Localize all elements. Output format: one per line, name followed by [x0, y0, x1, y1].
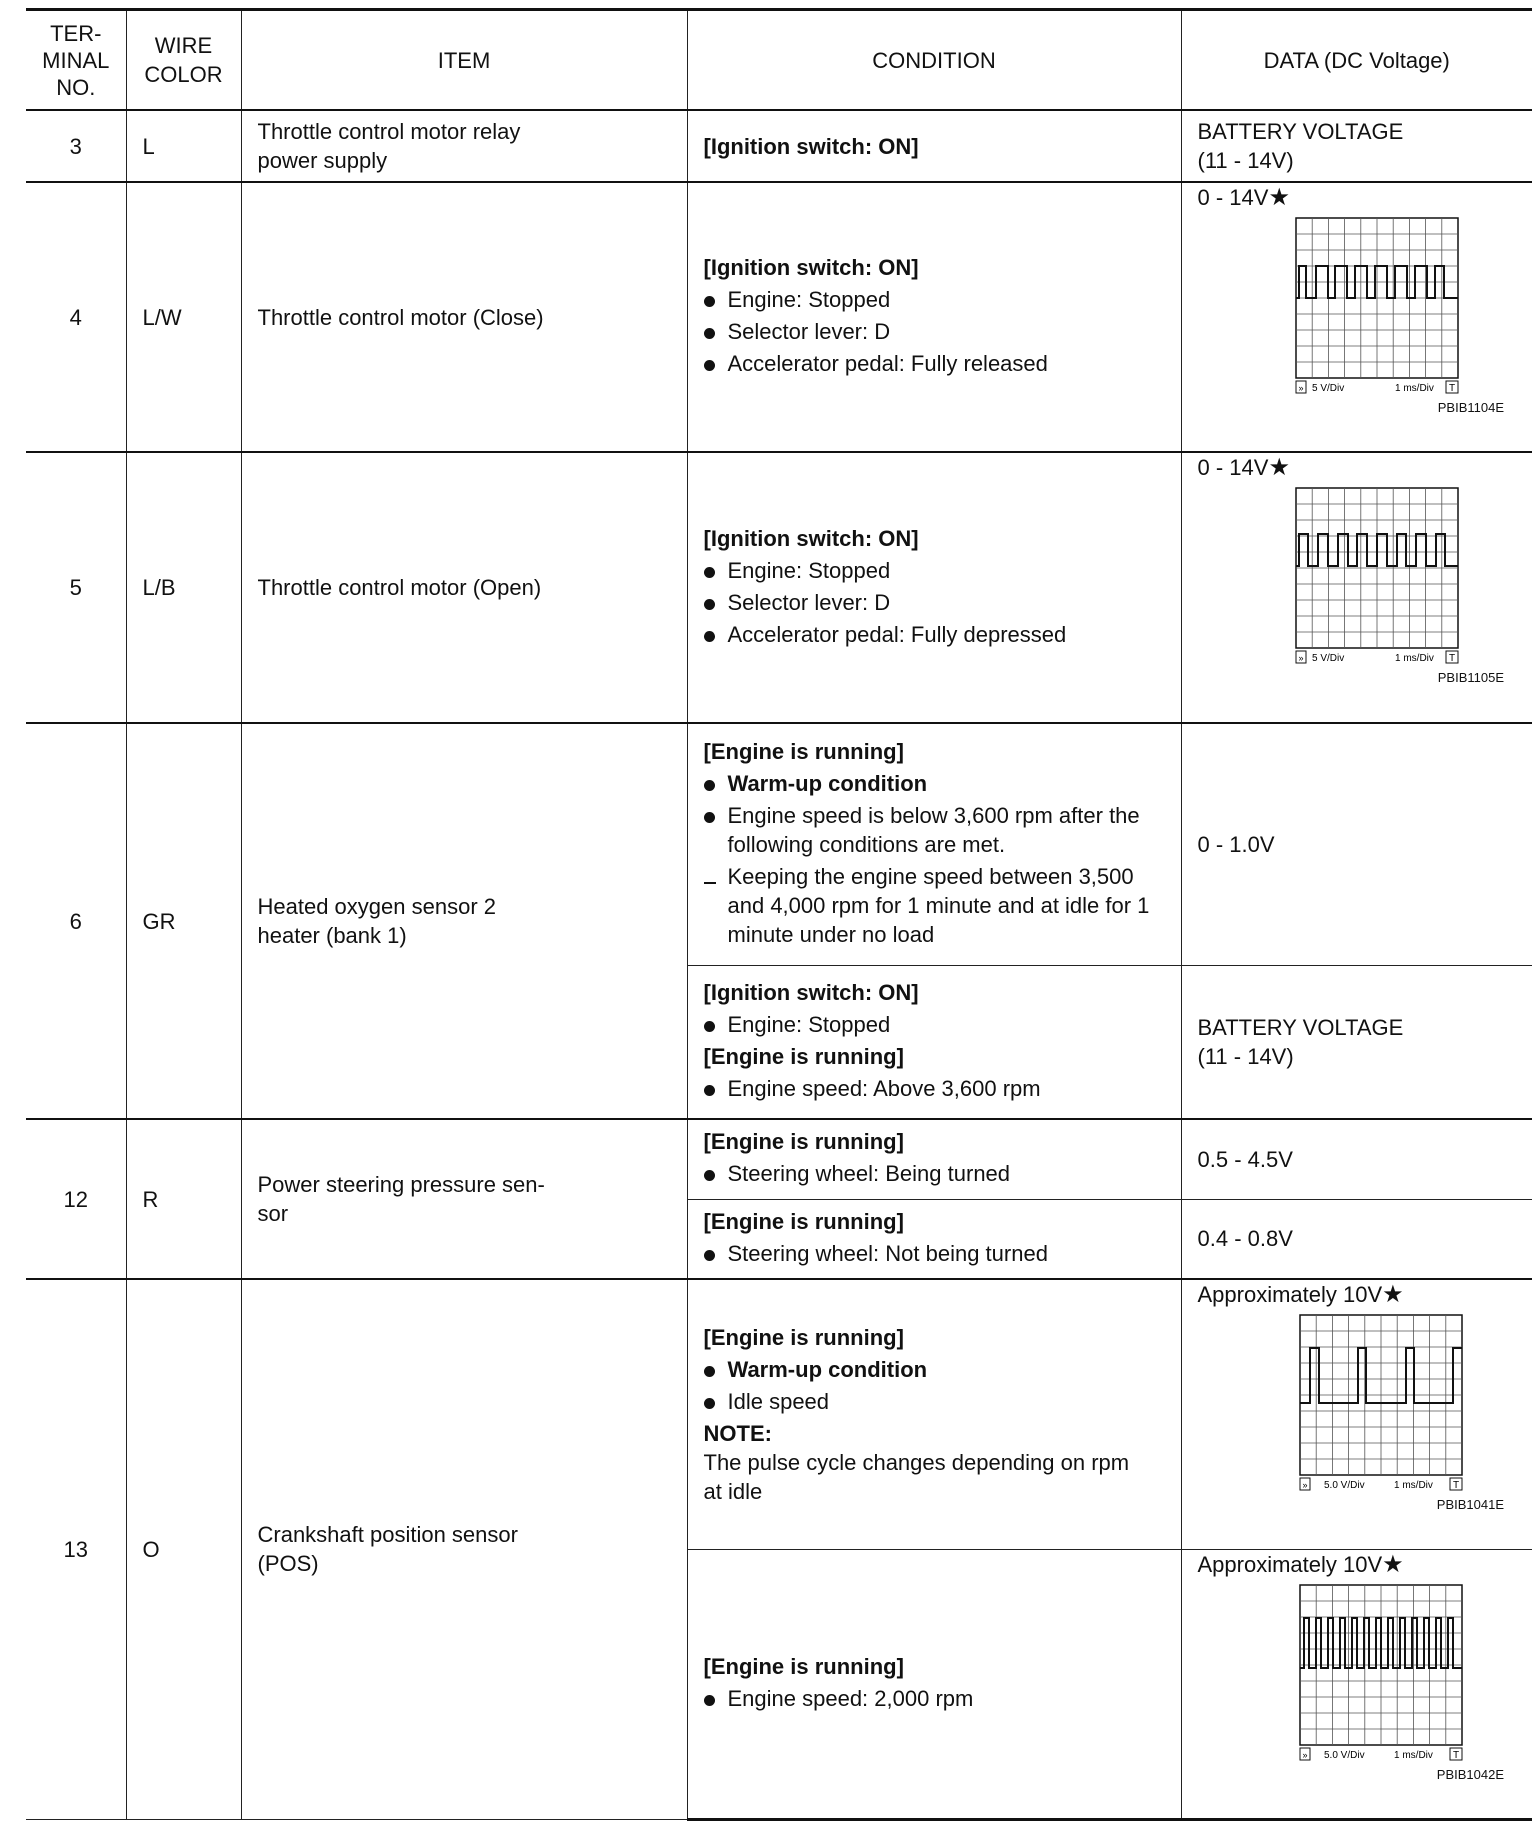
arrow-icon: »	[1301, 1749, 1308, 1760]
figure-code: PBIB1105E	[1437, 670, 1504, 685]
waveform-trace	[1300, 1618, 1462, 1668]
condition-cell: [Engine is running] Steering wheel: Not being turned	[687, 1199, 1181, 1279]
header-item: ITEM	[241, 10, 687, 111]
table-row	[26, 452, 1532, 723]
star-icon: ★	[1382, 1281, 1404, 1308]
bullet-icon	[704, 812, 715, 823]
waveform-graph	[1198, 216, 1517, 398]
waveform-trace	[1296, 534, 1458, 566]
figure-code: PBIB1042E	[1436, 1766, 1504, 1782]
waveform-graph	[1198, 486, 1517, 668]
trigger-label: T	[1452, 1749, 1459, 1761]
condition-cell: [Engine is running] Engine speed: 2,000 rpm	[687, 1549, 1181, 1819]
item-cell: Throttle control motor relay power supply	[241, 110, 687, 182]
wire-color: GR	[126, 723, 241, 1119]
bullet-icon	[704, 360, 715, 371]
star-icon: ★	[1268, 184, 1290, 211]
arrow-icon: »	[1297, 653, 1304, 663]
trigger-label: T	[1448, 383, 1455, 394]
bullet-icon	[704, 1021, 715, 1032]
figure-code: PBIB1041E	[1436, 1497, 1504, 1512]
data-cell: 0 - 14V★ » 5 V/Div 1 ms/Div T PBIB1104E	[1181, 182, 1532, 452]
dash-icon	[704, 882, 716, 884]
star-icon: ★	[1382, 1550, 1404, 1578]
wire-color: L	[126, 110, 241, 182]
data-cell: BATTERY VOLTAGE (11 - 14V)	[1181, 110, 1532, 182]
bullet-icon	[704, 1398, 715, 1409]
arrow-icon: »	[1301, 1480, 1308, 1490]
figure-code: PBIB1104E	[1437, 400, 1504, 415]
item-cell: Crankshaft position sensor (POS)	[241, 1279, 687, 1819]
condition-cell: [Engine is running] Steering wheel: Being turned	[687, 1119, 1181, 1199]
bullet-icon	[704, 631, 715, 642]
terminal-no: 4	[26, 182, 126, 452]
condition-cell: [Engine is running] Warm-up condition Engine speed is below 3,600 rpm after the following conditions are met. Keeping the engine speed between 3,500 and 4,000 rpm for 1 minute and at idle for 1 minute under no load	[687, 723, 1181, 965]
data-cell: Approximately 10V★ » 5.0 V/Div 1 ms/Div T PBIB1042E	[1181, 1549, 1532, 1819]
condition-cell: [Ignition switch: ON] Engine: Stopped Selector lever: D Accelerator pedal: Fully depressed	[687, 452, 1181, 723]
condition-cell: [Ignition switch: ON] Engine: Stopped Selector lever: D Accelerator pedal: Fully released	[687, 182, 1181, 452]
bullet-icon	[704, 599, 715, 610]
item-cell: Heated oxygen sensor 2 heater (bank 1)	[241, 723, 687, 1119]
terminal-no: 3	[26, 110, 126, 182]
bullet-icon	[704, 1085, 715, 1096]
item-cell: Throttle control motor (Open)	[241, 452, 687, 723]
terminal-data-table	[26, 8, 1532, 1821]
volt-scale: 5 V/Div	[1311, 383, 1344, 394]
time-scale: 1 ms/Div	[1394, 383, 1434, 394]
wire-color: L/B	[126, 452, 241, 723]
condition-cell: [Engine is running] Warm-up condition Idle speed NOTE: The pulse cycle changes depending on rpm at idle	[687, 1279, 1181, 1549]
table-row	[26, 1279, 1532, 1549]
terminal-no: 13	[26, 1279, 126, 1819]
trigger-label: T	[1448, 653, 1455, 664]
time-scale: 1 ms/Div	[1393, 1749, 1433, 1761]
trigger-label: T	[1452, 1480, 1459, 1491]
header-row	[26, 10, 1532, 111]
wire-color: R	[126, 1119, 241, 1279]
arrow-icon: »	[1297, 383, 1304, 393]
wire-color: L/W	[126, 182, 241, 452]
table-row	[26, 723, 1532, 965]
condition-cell: [Ignition switch: ON] Engine: Stopped [Engine is running] Engine speed: Above 3,600 rpm	[687, 965, 1181, 1119]
item-cell: Throttle control motor (Close)	[241, 182, 687, 452]
data-cell: BATTERY VOLTAGE (11 - 14V)	[1181, 965, 1532, 1119]
bullet-icon	[704, 567, 715, 578]
data-cell: 0 - 14V★ » 5 V/Div 1 ms/Div T PBIB1105E	[1181, 452, 1532, 723]
bullet-icon	[704, 1170, 715, 1181]
volt-scale: 5 V/Div	[1311, 653, 1344, 664]
table-row	[26, 182, 1532, 452]
table-row	[26, 110, 1532, 182]
header-wire-color: WIRE COLOR	[126, 10, 241, 111]
terminal-no: 6	[26, 723, 126, 1119]
wire-color: O	[126, 1279, 241, 1819]
data-cell: Approximately 10V★ » 5.0 V/Div 1 ms/Div T PBIB1041E	[1181, 1279, 1532, 1549]
bullet-icon	[704, 1695, 715, 1706]
data-cell: 0 - 1.0V	[1181, 723, 1532, 965]
star-icon: ★	[1268, 454, 1290, 481]
volt-scale: 5.0 V/Div	[1323, 1480, 1365, 1491]
data-cell: 0.5 - 4.5V	[1181, 1119, 1532, 1199]
volt-scale: 5.0 V/Div	[1323, 1749, 1365, 1761]
terminal-no: 5	[26, 452, 126, 723]
bullet-icon	[704, 296, 715, 307]
bullet-icon	[704, 1250, 715, 1261]
waveform-graph	[1198, 1583, 1517, 1765]
bullet-icon	[704, 780, 715, 791]
header-data: DATA (DC Voltage)	[1181, 10, 1532, 111]
waveform-graph	[1198, 1313, 1517, 1495]
bullet-icon	[704, 328, 715, 339]
time-scale: 1 ms/Div	[1394, 653, 1434, 664]
header-condition: CONDITION	[687, 10, 1181, 111]
item-cell: Power steering pressure sen- sor	[241, 1119, 687, 1279]
time-scale: 1 ms/Div	[1393, 1480, 1433, 1491]
condition-cell: [Ignition switch: ON]	[687, 110, 1181, 182]
header-terminal: TER- MINAL NO.	[26, 10, 126, 111]
bullet-icon	[704, 1366, 715, 1377]
data-cell: 0.4 - 0.8V	[1181, 1199, 1532, 1279]
table-row	[26, 1119, 1532, 1199]
terminal-no: 12	[26, 1119, 126, 1279]
